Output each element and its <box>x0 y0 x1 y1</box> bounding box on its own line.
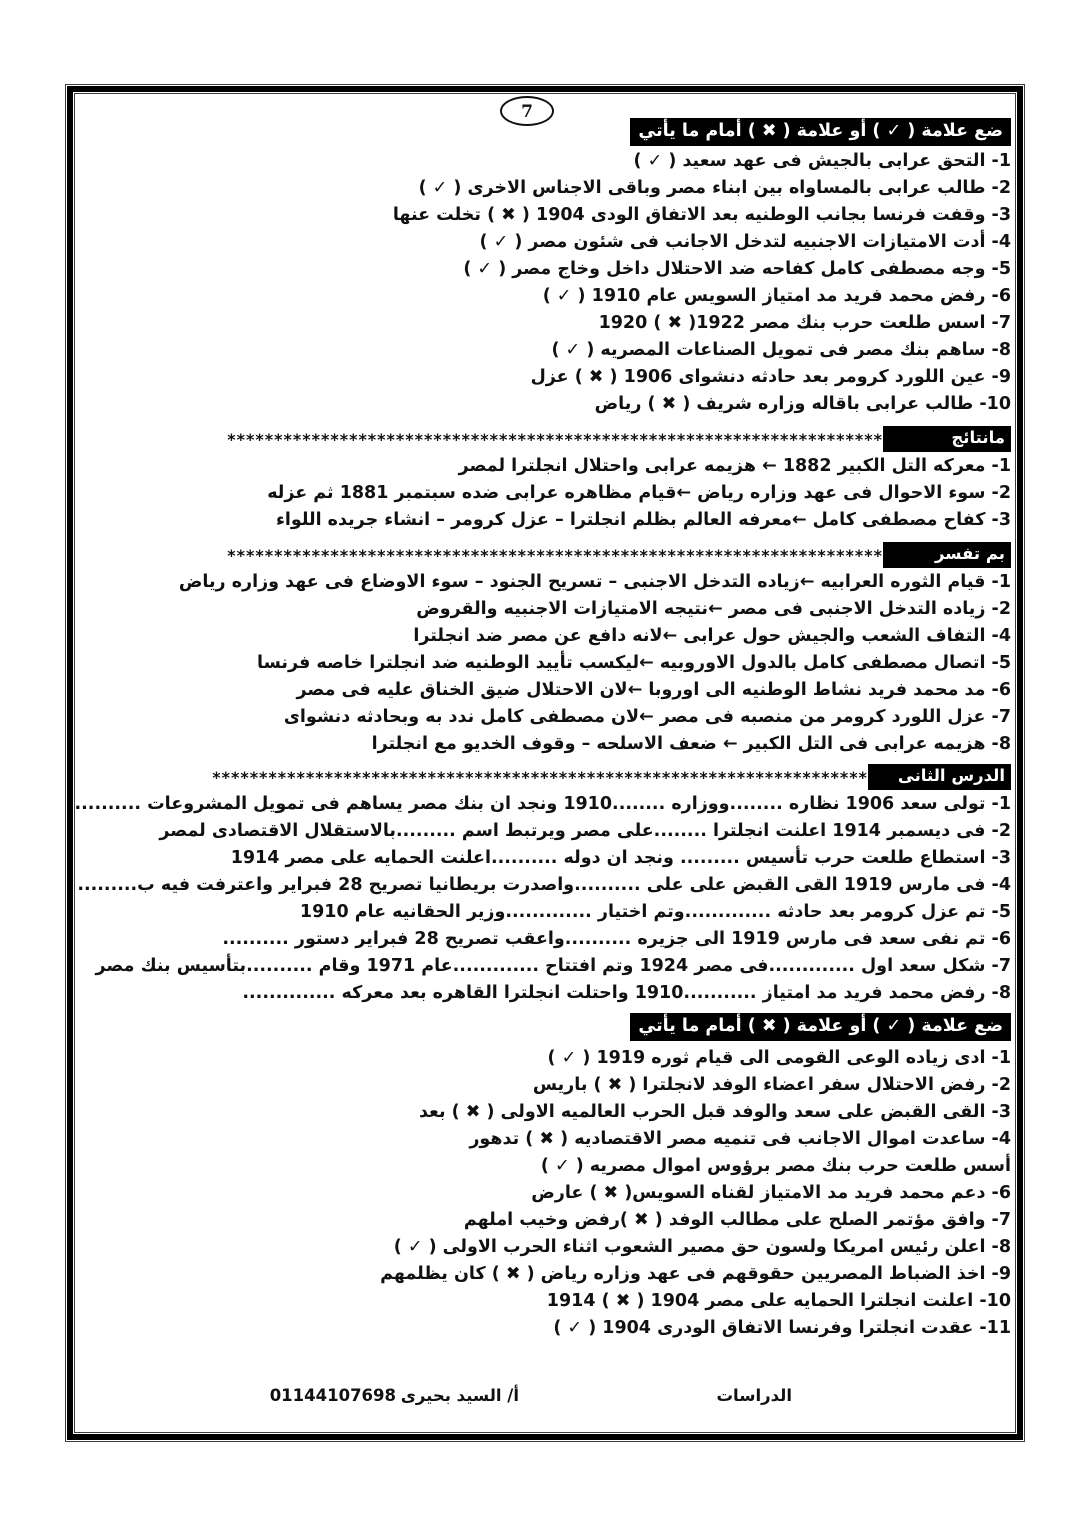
question-line: 10- طالب عرابى باقاله وزاره شريف ( ✖ ) رياض <box>594 394 1011 414</box>
footer-phone-number: 01144107698 <box>269 1386 396 1405</box>
question-line: 6- دعم محمد فريد مد الامتياز لقناه السويس( ✖ ) عارض <box>531 1183 1011 1203</box>
separator-stars: ********************************************************************** <box>212 767 868 787</box>
question-line: 8- هزيمه عرابى فى التل الكبير ← ضعف الاسلحه – وقوف الخديو مع انجلترا <box>371 734 1011 754</box>
question-line: 5- تم عزل كرومر بعد حادثه .............وتم اختيار .............وزير الحقانيه عام 1910 <box>299 902 1011 922</box>
section-explain <box>79 542 1011 758</box>
footer-subject-label: الدراسات <box>716 1386 792 1405</box>
question-line: 2- سوء الاحوال فى عهد وزاره رياض ←قيام مظاهره عرابى ضده سبتمبر 1881 ثم عزله <box>267 483 1011 503</box>
question-line: 2- طالب عرابى بالمساواه بين ابناء مصر وباقى الاجناس الاخرى ( ✓ ) <box>418 178 1011 198</box>
section-separator-row <box>79 764 1011 790</box>
question-line: 2- رفض الاحتلال سفر اعضاء الوفد لانجلترا ( ✖ ) باريس <box>532 1075 1011 1095</box>
question-line: 3- القى القبض على سعد والوفد قبل الحرب العالميه الاولى ( ✖ ) بعد <box>418 1102 1011 1122</box>
question-line: 7- عزل اللورد كرومر من منصبه فى مصر ←لان مصطفى كامل ندد به وبحادثه دنشواى <box>283 707 1011 727</box>
question-line: 6- رفض محمد فريد مد امتياز السويس عام 1910 ( ✓ ) <box>542 286 1011 306</box>
page-content <box>75 94 1015 1432</box>
separator-stars: ********************************************************************** <box>227 545 883 565</box>
question-line: 8- رفض محمد فريد مد امتياز ...........1910 واحتلت انجلترا القاهره بعد معركه .............. <box>242 983 1011 1003</box>
sections-root <box>74 118 1011 1342</box>
question-line: 8- اعلن رئيس امريكا ولسون حق مصير الشعوب اثناء الحرب الاولى ( ✓ ) <box>393 1237 1011 1257</box>
question-line: 1- ادى زياده الوعى القومى الى قيام ثوره 1919 ( ✓ ) <box>547 1048 1011 1068</box>
section-title-chip: الدرس الثانى <box>868 764 1011 790</box>
section-check2 <box>79 1013 1011 1342</box>
section-title-chip: بم تفسر <box>883 542 1011 568</box>
question-line: 4- التفاف الشعب والجيش حول عرابى ←لانه دافع عن مصر ضد انجلترا <box>413 626 1011 646</box>
question-line: 7- وافق مؤتمر الصلح على مطالب الوفد ( ✖ )رفض وخيب املهم <box>463 1210 1011 1230</box>
footer-teacher-name: أ/ السيد بحيرى <box>400 1386 519 1405</box>
question-line: 8- ساهم بنك مصر فى تمويل الصناعات المصريه ( ✓ ) <box>551 340 1011 360</box>
page-number-badge: 7 <box>500 96 554 126</box>
question-line: 1- قيام الثوره العرابيه ←زياده التدخل الاجنبى – تسريح الجنود – سوء الاوضاع فى عهد وزاره رياض <box>178 572 1011 592</box>
question-line: 9- اخذ الضباط المصريين حقوقهم فى عهد وزاره رياض ( ✖ ) كان يظلمهم <box>380 1264 1011 1284</box>
question-line: 1- تولى سعد 1906 نظاره ........ووزاره ........1910 ونجد ان بنك مصر يساهم فى تمويل المشروعات .......... <box>74 794 1011 814</box>
section-banner: ضع علامة ( ✓ ) أو علامة ( ✖ ) أمام ما يأتي <box>630 1013 1011 1041</box>
question-line: 3- استطاع طلعت حرب تأسيس ......... ونجد ان دوله ..........اعلنت الحمايه على مصر 1914 <box>230 848 1011 868</box>
question-line: 5- وجه مصطفى كامل كفاحه ضد الاحتلال داخل وخاج مصر ( ✓ ) <box>463 259 1011 279</box>
page-footer <box>75 1386 1015 1416</box>
question-line: 7- شكل سعد اول .............فى مصر 1924 وتم افتتاح .............عام 1971 وقام ..........بتأسيس بنك مصر <box>95 956 1011 976</box>
question-line: 9- عين اللورد كرومر بعد حادثه دنشواى 1906 ( ✖ ) عزل <box>530 367 1011 387</box>
question-line: 6- تم نفى سعد فى مارس 1919 الى جزيره ..........واعقب تصريح 28 فبراير دستور .......... <box>222 929 1011 949</box>
section-banner-row <box>79 118 1011 146</box>
section-separator-row <box>79 542 1011 568</box>
question-line: 7- اسس طلعت حرب بنك مصر 1922( ✖ ) 1920 <box>598 313 1011 333</box>
question-line: 1- التحق عرابى بالجيش فى عهد سعيد ( ✓ ) <box>633 151 1011 171</box>
page-frame-thick-border <box>67 86 1023 1440</box>
section-banner: ضع علامة ( ✓ ) أو علامة ( ✖ ) أمام ما يأتي <box>630 118 1011 146</box>
question-line: 4- ساعدت اموال الاجانب فى تنميه مصر الاقتصاديه ( ✖ ) تدهور <box>469 1129 1011 1149</box>
separator-stars: ********************************************************************** <box>227 429 883 449</box>
section-separator-row <box>79 426 1011 452</box>
question-line: أسس طلعت حرب بنك مصر برؤوس اموال مصريه ( ✓ ) <box>540 1156 1011 1176</box>
question-line: 4- أدت الامتيازات الاجنبيه لتدخل الاجانب فى شئون مصر ( ✓ ) <box>479 232 1011 252</box>
section-check1 <box>79 118 1011 418</box>
question-line: 11- عقدت انجلترا وفرنسا الاتفاق الودرى 1904 ( ✓ ) <box>553 1318 1011 1338</box>
page-frame-inner-border <box>74 93 1016 1433</box>
section-banner-row <box>79 1013 1011 1041</box>
question-line: 4- فى مارس 1919 القى القبض على على ..........واصدرت بريطانيا تصريح 28 فبراير واعترفت فيه ب......... <box>77 875 1011 895</box>
question-line: 1- معركه التل الكبير 1882 ← هزيمه عرابى واحتلال انجلترا لمصر <box>458 456 1011 476</box>
page-frame <box>65 84 1025 1442</box>
question-line: 6- مد محمد فريد نشاط الوطنيه الى اوروبا ←لان الاحتلال ضيق الخناق عليه فى مصر <box>296 680 1011 700</box>
question-line: 5- اتصال مصطفى كامل بالدول الاوروبيه ←ليكسب تأييد الوطنيه ضد انجلترا خاصه فرنسا <box>257 653 1011 673</box>
question-line: 2- زياده التدخل الاجنبى فى مصر ←نتيجه الامتيازات الاجنبيه والقروض <box>416 599 1011 619</box>
section-results <box>79 426 1011 534</box>
question-line: 3- كفاح مصطفى كامل ←معرفه العالم بظلم انجلترا – عزل كرومر – انشاء جريده اللواء <box>275 510 1011 530</box>
section-lesson2 <box>74 764 1011 1007</box>
question-line: 10- اعلنت انجلترا الحمايه على مصر 1904 ( ✖ ) 1914 <box>546 1291 1011 1311</box>
question-line: 3- وقفت فرنسا بجانب الوطنيه بعد الاتفاق الودى 1904 ( ✖ ) تخلت عنها <box>392 205 1011 225</box>
question-line: 2- فى ديسمبر 1914 اعلنت انجلترا ........على مصر ويرتبط اسم .........بالاستقلال الاقتصادى لمصر <box>159 821 1011 841</box>
section-title-chip: مانتائج <box>883 426 1011 452</box>
